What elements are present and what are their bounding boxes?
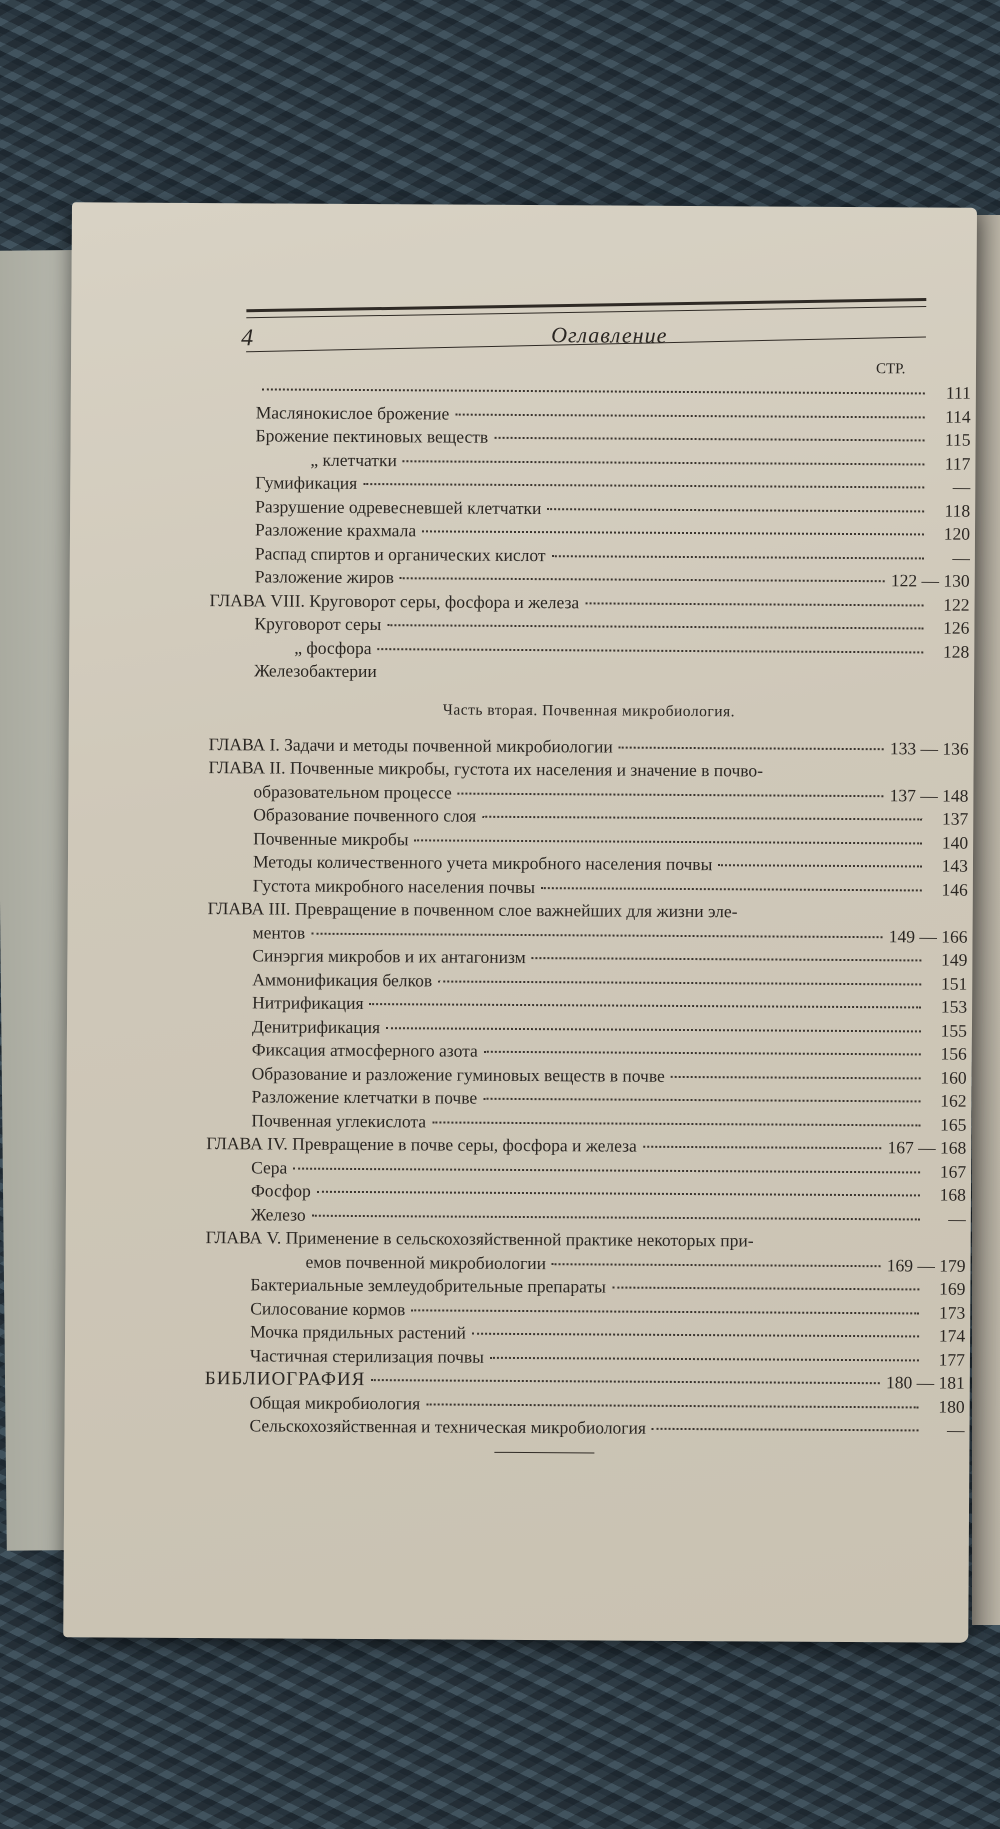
page-number: 4 — [241, 325, 254, 352]
dot-leader — [422, 530, 924, 535]
toc-entry-page: 118 — [944, 500, 971, 521]
toc-entry-page: 149 — 166 — [888, 925, 968, 947]
toc-entry-page: 137 — [941, 808, 969, 829]
toc-entry-title: Методы количественного учета микробного населения почвы — [252, 851, 713, 875]
toc-entry-title: Частичная стерилизация почвы — [249, 1344, 485, 1367]
dot-leader — [472, 1333, 919, 1338]
dot-leader — [383, 673, 923, 676]
dot-leader — [532, 957, 922, 961]
toc-entry-title: „ фосфора — [294, 637, 372, 658]
toc-entry-title: Густота микробного населения почвы — [252, 874, 536, 897]
toc-entry-page: 180 — [938, 1396, 965, 1417]
toc-entry-title: ГЛАВА II. Почвенные микробы, густота их населения и значение в почво- — [208, 757, 764, 781]
dot-leader — [455, 413, 924, 418]
toc-entry-page: 167 — 168 — [887, 1137, 967, 1158]
dot-leader — [363, 483, 924, 488]
toc-entry-page: 169 — 179 — [886, 1254, 966, 1276]
toc-entry-title: Фиксация атмосферного азота — [251, 1039, 478, 1061]
dot-leader — [317, 1191, 920, 1197]
part-two-heading: Часть вторая. Почвенная микробиология. — [442, 701, 736, 720]
dot-leader — [426, 1403, 918, 1408]
toc-entry-title: Маслянокислое брожение — [255, 401, 450, 424]
dot-leader — [552, 1263, 881, 1267]
toc-entry-page: 177 — [938, 1349, 966, 1370]
toc-entry-title: Силосование кормов — [250, 1297, 406, 1319]
toc-entry-page: 151 — [940, 973, 968, 994]
toc-entry-page: 114 — [945, 406, 971, 427]
toc-entry-page: 156 — [940, 1043, 967, 1064]
toc-entry-page: — — [952, 547, 970, 568]
dot-leader — [312, 1214, 920, 1220]
dot-leader — [541, 887, 922, 891]
table-of-contents — [204, 378, 970, 1443]
toc-entry-page: 111 — [945, 382, 971, 403]
dot-leader — [494, 437, 924, 442]
dot-leader — [400, 577, 885, 582]
next-page-edge — [972, 215, 1000, 1625]
dot-leader — [370, 1003, 922, 1008]
toc-entry-title: Синэргия микробов и их антагонизм — [252, 945, 526, 968]
toc-entry-title: Образование почвенного слоя — [253, 804, 477, 826]
toc-entry-page: 122 — 130 — [890, 570, 970, 591]
toc-entry-title: „ клетчатки — [310, 449, 397, 470]
toc-entry-page: 169 — [939, 1278, 966, 1299]
toc-entry-page: — — [948, 1208, 966, 1229]
dot-leader — [619, 746, 884, 750]
dot-leader — [671, 1075, 921, 1079]
dot-leader — [484, 1051, 921, 1056]
toc-entry-title: Общая микробиология — [249, 1391, 421, 1413]
page-column-label: СТР. — [875, 361, 906, 378]
dot-leader — [552, 555, 924, 559]
toc-entry-title: Разрушение одревесневшей клетчатки — [255, 495, 542, 518]
toc-entry-title: Железо — [250, 1203, 306, 1225]
toc-entry-title: Разложение клетчатки в почве — [251, 1086, 478, 1108]
toc-entry-title: Почвенные микробы — [253, 827, 409, 849]
toc-entry-page: 120 — [943, 523, 971, 544]
running-title: Оглавление — [551, 322, 668, 348]
dot-leader — [386, 1027, 921, 1032]
toc-entry-page: 137 — 148 — [889, 784, 969, 806]
dot-leader — [652, 1428, 919, 1432]
toc-entry-page: 173 — [938, 1302, 966, 1323]
toc-entry-title: Фосфор — [250, 1180, 311, 1201]
toc-entry-title: Разложение крахмала — [254, 519, 417, 541]
header-rule-thick — [246, 298, 926, 312]
dot-leader — [643, 1146, 882, 1149]
toc-entry-title: Сельскохозяйственная и техническая микробиология — [249, 1415, 647, 1438]
dot-leader — [311, 932, 883, 937]
toc-entry-title: Почвенная углекислота — [251, 1109, 427, 1131]
toc-entry-title: Сера — [251, 1156, 288, 1178]
toc-entry-title: ГЛАВА V. Применение в сельскохозяйственной практике некоторых при- — [205, 1227, 754, 1251]
toc-entry-title: ГЛАВА III. Превращение в почвенном слое важнейших для жизни эле- — [207, 898, 738, 922]
toc-entry-title: Мочка прядильных растений — [250, 1321, 466, 1343]
dot-leader — [387, 624, 923, 629]
dot-leader — [547, 508, 924, 512]
toc-entry-page: 174 — [938, 1325, 966, 1346]
toc-entry-title: Нитрификация — [252, 992, 364, 1014]
toc-entry-title: Гумификация — [255, 472, 358, 493]
toc-entry-page: 153 — [940, 996, 968, 1017]
toc-entry-page: 165 — [940, 1114, 967, 1135]
dot-leader — [411, 1309, 919, 1314]
dot-leader — [718, 864, 922, 867]
toc-entry-page: — — [952, 476, 971, 497]
toc-entry-page: 122 — [943, 594, 970, 615]
toc-entry-title: Распад спиртов и органических кислот — [254, 542, 546, 565]
toc-entry-title: Круговорот серы — [254, 613, 382, 635]
book-page — [63, 202, 977, 1643]
dot-leader — [415, 839, 923, 844]
dot-leader — [585, 602, 923, 606]
toc-entry-title: ГЛАВА IV. Превращение в почве серы, фосфора и железа — [206, 1133, 637, 1156]
toc-entry-title: ГЛАВА VIII. Круговорот серы, фосфора и железа — [209, 589, 580, 612]
dot-leader — [612, 1287, 919, 1291]
toc-entry-title: БИБЛИОГРАФИЯ — [204, 1368, 366, 1391]
dot-leader — [403, 460, 925, 465]
dot-leader — [438, 980, 921, 985]
toc-entry-page: 180 — 181 — [886, 1372, 965, 1393]
toc-entry-page: 168 — [939, 1184, 967, 1205]
toc-entry-title: ментов — [252, 921, 306, 943]
dot-leader — [458, 792, 884, 797]
toc-entry-title: Денитрификация — [251, 1015, 381, 1037]
toc-entry — [204, 1415, 964, 1443]
dot-leader — [744, 913, 922, 914]
toc-entry-title: Железобактерии — [254, 660, 377, 682]
toc-entry-page: 126 — [943, 617, 970, 638]
toc-entry-title: Разложение жиров — [254, 566, 394, 588]
toc-entry-page: 117 — [944, 453, 971, 474]
toc-entry-page: 160 — [940, 1067, 967, 1088]
toc-entry-title: образовательном процессе — [253, 780, 452, 803]
toc-entry-page: 140 — [941, 832, 969, 853]
toc-entry-page: 146 — [941, 879, 968, 900]
dot-leader — [432, 1121, 920, 1126]
dot-leader — [293, 1167, 920, 1173]
toc-entry-title: Брожение пектиновых веществ — [255, 425, 489, 447]
toc-entry-page: 115 — [944, 429, 971, 450]
toc-entry-title: Аммонификация белков — [252, 968, 433, 990]
toc-entry-page: 128 — [942, 641, 970, 662]
toc-entry-page: 149 — [941, 949, 968, 970]
toc-entry-page: 155 — [940, 1020, 968, 1041]
toc-entry-page: — — [946, 1419, 965, 1440]
closing-rule — [494, 1452, 594, 1454]
toc-entry-title: ГЛАВА I. Задачи и методы почвенной микробиологии — [208, 733, 613, 757]
toc-entry-page: 167 — [939, 1161, 967, 1182]
dot-leader — [378, 648, 924, 653]
toc-entry-page: 133 — 136 — [889, 737, 969, 759]
toc-entry-title: емов почвенной микробиологии — [305, 1251, 547, 1273]
toc-entry-title: Образование и разложение гуминовых веществ в почве — [251, 1062, 665, 1086]
toc-entry-title: Бактериальные землеудобрительные препараты — [250, 1274, 607, 1297]
toc-entry-page: 162 — [940, 1090, 967, 1111]
toc-entry-page: 143 — [941, 855, 969, 876]
dot-leader — [769, 773, 923, 774]
dot-leader — [482, 816, 922, 821]
dot-leader — [371, 1379, 880, 1384]
dot-leader — [760, 1242, 920, 1243]
dot-leader — [490, 1356, 919, 1361]
dot-leader — [262, 388, 925, 394]
dot-leader — [483, 1098, 920, 1103]
